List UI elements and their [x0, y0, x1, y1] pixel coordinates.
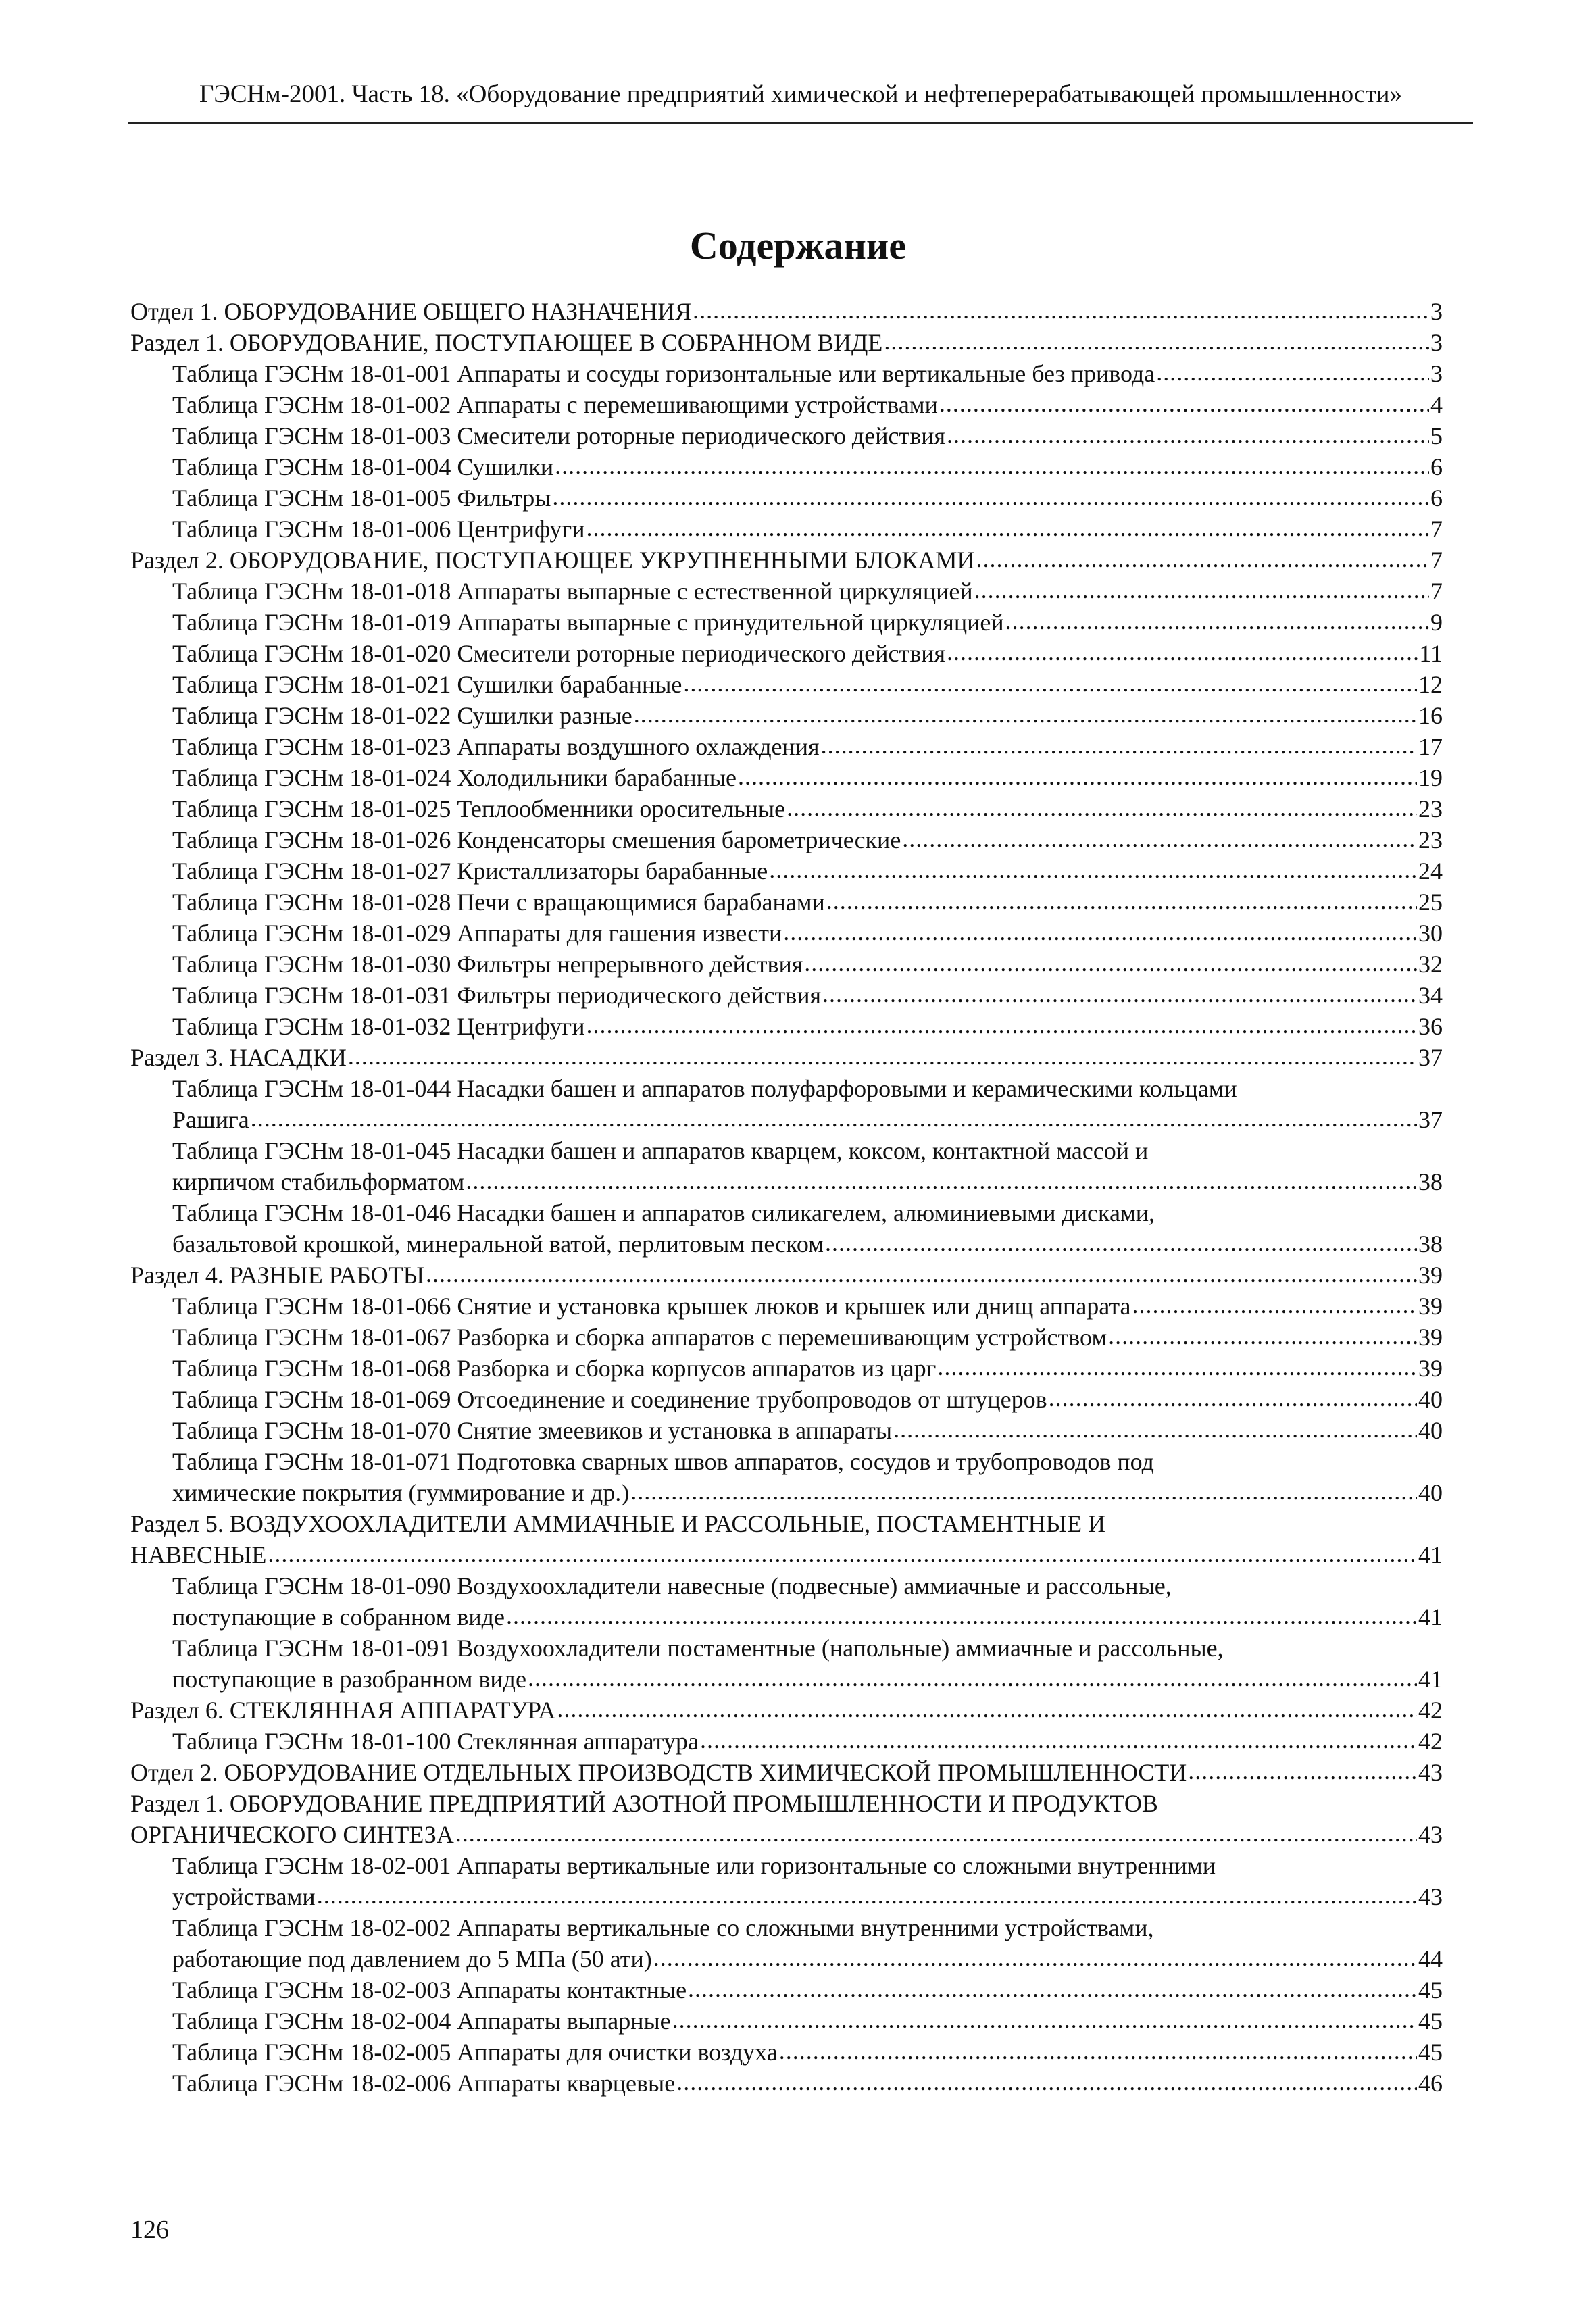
toc-page-number: 41 — [1418, 1666, 1443, 1693]
toc-entry-text: Раздел 3. НАСАДКИ — [130, 1044, 347, 1071]
toc-table-entry[interactable] — [130, 1353, 1443, 1384]
toc-page-number: 37 — [1418, 1044, 1443, 1071]
toc-section-entry[interactable] — [130, 296, 1443, 327]
toc-table-entry[interactable] — [130, 1570, 1443, 1633]
toc-page-number: 16 — [1418, 702, 1443, 729]
dot-leader — [555, 450, 1429, 481]
toc-page-number: 39 — [1418, 1324, 1443, 1351]
toc-entry-text: поступающие в разобранном виде — [172, 1666, 526, 1693]
toc-page-number: 40 — [1418, 1479, 1443, 1506]
toc-table-entry[interactable] — [130, 1446, 1443, 1508]
toc-entry-text: Таблица ГЭСНм 18-01-022 Сушилки разные — [172, 702, 632, 729]
toc-section-entry[interactable] — [130, 1788, 1443, 1850]
dot-leader — [821, 730, 1417, 761]
toc-table-entry[interactable] — [130, 358, 1443, 389]
dot-leader — [825, 1227, 1417, 1258]
toc-entry-text: химические покрытия (гуммирование и др.) — [172, 1479, 630, 1506]
toc-page-number: 44 — [1418, 1945, 1443, 1972]
dot-leader — [1132, 1289, 1417, 1320]
toc-page-number: 43 — [1418, 1883, 1443, 1910]
running-header: ГЭСНм-2001. Часть 18. «Оборудование предприятий химической и нефтеперерабатывающей промышленности» — [199, 80, 1402, 108]
toc-table-entry[interactable] — [130, 451, 1443, 482]
toc-entry-text: Таблица ГЭСНм 18-02-001 Аппараты вертикальные или горизонтальные со сложными внутренними — [172, 1852, 1216, 1879]
toc-table-entry[interactable] — [130, 1633, 1443, 1695]
toc-section-entry[interactable] — [130, 1695, 1443, 1726]
toc-table-entry[interactable] — [130, 638, 1443, 669]
toc-section-entry[interactable] — [130, 1042, 1443, 1073]
toc-entry-text: Таблица ГЭСНм 18-01-001 Аппараты и сосуды горизонтальные или вертикальные без привода — [172, 360, 1155, 387]
toc-page-number: 23 — [1418, 795, 1443, 822]
toc-entry-text: Таблица ГЭСНм 18-01-067 Разборка и сборка аппаратов с перемешивающим устройством — [172, 1324, 1107, 1351]
toc-page-number: 40 — [1418, 1386, 1443, 1413]
toc-entry-text: Таблица ГЭСНм 18-02-005 Аппараты для очистки воздуха — [172, 2039, 778, 2066]
toc-section-entry[interactable] — [130, 545, 1443, 576]
toc-table-entry[interactable] — [130, 389, 1443, 420]
toc-page-number: 39 — [1418, 1355, 1443, 1382]
toc-table-entry[interactable] — [130, 949, 1443, 980]
dot-leader — [939, 388, 1429, 419]
toc-table-entry[interactable] — [130, 1912, 1443, 1974]
dot-leader — [738, 761, 1417, 792]
toc-entry-text: ОРГАНИЧЕСКОГО СИНТЕЗА — [130, 1821, 454, 1848]
dot-leader — [653, 1942, 1417, 1973]
toc-page-number: 34 — [1418, 982, 1443, 1009]
dot-leader — [317, 1880, 1417, 1911]
toc-page-number: 3 — [1430, 329, 1443, 356]
dot-leader — [902, 823, 1417, 854]
dot-leader — [779, 2035, 1417, 2066]
toc-entry-text: Таблица ГЭСНм 18-01-069 Отсоединение и соединение трубопроводов от штуцеров — [172, 1386, 1047, 1413]
toc-entry-text: Таблица ГЭСНм 18-01-068 Разборка и сборка корпусов аппаратов из царг — [172, 1355, 937, 1382]
toc-entry-text: Рашига — [172, 1106, 249, 1133]
toc-section-entry[interactable] — [130, 1508, 1443, 1570]
toc-entry-text: Таблица ГЭСНм 18-01-091 Воздухоохладители постаментные (напольные) аммиачные и рассольные, — [172, 1635, 1224, 1662]
dot-leader — [1108, 1320, 1417, 1351]
toc-entry-text: Таблица ГЭСНм 18-01-029 Аппараты для гашения извести — [172, 920, 782, 947]
dot-leader — [688, 1973, 1417, 2004]
toc-table-entry[interactable] — [130, 1291, 1443, 1322]
toc-table-entry[interactable] — [130, 1135, 1443, 1197]
toc-entry-text: Таблица ГЭСНм 18-01-025 Теплообменники оросительные — [172, 795, 786, 822]
toc-page-number: 38 — [1418, 1168, 1443, 1195]
toc-page-number: 39 — [1418, 1262, 1443, 1289]
toc-table-entry[interactable] — [130, 1726, 1443, 1757]
dot-leader — [251, 1103, 1417, 1134]
toc-page-number: 45 — [1418, 2008, 1443, 2035]
dot-leader — [947, 637, 1418, 668]
toc-entry-text: Таблица ГЭСНм 18-01-028 Печи с вращающимися барабанами — [172, 889, 825, 916]
toc-table-entry[interactable] — [130, 607, 1443, 638]
dot-leader — [1005, 605, 1429, 637]
toc-entry-text: Таблица ГЭСНм 18-01-020 Смесители роторные периодического действия — [172, 640, 946, 667]
dot-leader — [1049, 1383, 1417, 1414]
toc-page-number: 40 — [1418, 1417, 1443, 1444]
toc-table-entry[interactable] — [130, 855, 1443, 887]
dot-leader — [937, 1351, 1417, 1383]
toc-page-number: 3 — [1430, 298, 1443, 325]
toc-entry-text: Таблица ГЭСНм 18-01-031 Фильтры периодического действия — [172, 982, 822, 1009]
toc-page-number: 23 — [1418, 826, 1443, 853]
toc-entry-text: Таблица ГЭСНм 18-01-066 Снятие и установка крышек люков и крышек или днищ аппарата — [172, 1293, 1131, 1320]
dot-leader — [557, 1693, 1417, 1724]
toc-entry-text: Раздел 1. ОБОРУДОВАНИЕ ПРЕДПРИЯТИЙ АЗОТНОЙ ПРОМЫШЛЕННОСТИ И ПРОДУКТОВ — [130, 1790, 1158, 1817]
toc-table-entry[interactable] — [130, 2006, 1443, 2037]
dot-leader — [893, 1414, 1417, 1445]
dot-leader — [787, 792, 1417, 823]
dot-leader — [947, 419, 1429, 450]
toc-entry-text: Отдел 2. ОБОРУДОВАНИЕ ОТДЕЛЬНЫХ ПРОИЗВОДСТВ ХИМИЧЕСКОЙ ПРОМЫШЛЕННОСТИ — [130, 1759, 1187, 1786]
toc-table-entry[interactable] — [130, 1322, 1443, 1353]
dot-leader — [976, 543, 1429, 574]
toc-page-number: 39 — [1418, 1293, 1443, 1320]
dot-leader — [693, 295, 1429, 326]
toc-table-entry[interactable] — [130, 793, 1443, 824]
toc-page-number: 45 — [1418, 2039, 1443, 2066]
toc-entry-text: Таблица ГЭСНм 18-01-045 Насадки башен и аппаратов кварцем, коксом, контактной массой и — [172, 1137, 1149, 1164]
toc-entry-text: Таблица ГЭСНм 18-01-002 Аппараты с перемешивающими устройствами — [172, 391, 938, 418]
toc-table-entry[interactable] — [130, 824, 1443, 855]
toc-page-number: 11 — [1419, 640, 1443, 667]
toc-table-entry[interactable] — [130, 1197, 1443, 1260]
toc-entry-text: Таблица ГЭСНм 18-01-070 Снятие змеевиков и установка в аппараты — [172, 1417, 893, 1444]
toc-page-number: 36 — [1418, 1013, 1443, 1040]
toc-entry-text: Таблица ГЭСНм 18-01-005 Фильтры — [172, 484, 551, 512]
toc-entry-text: кирпичом стабильформатом — [172, 1168, 465, 1195]
toc-table-entry[interactable] — [130, 1415, 1443, 1446]
dot-leader — [672, 2004, 1417, 2035]
toc-entry-text: Таблица ГЭСНм 18-01-046 Насадки башен и аппаратов силикагелем, алюминиевыми дисками, — [172, 1199, 1155, 1226]
dot-leader — [634, 699, 1417, 730]
toc-entry-text: Таблица ГЭСНм 18-01-071 Подготовка сварных швов аппаратов, сосудов и трубопроводов под — [172, 1448, 1154, 1475]
toc-page-number: 45 — [1418, 1976, 1443, 2003]
toc-table-entry[interactable] — [130, 980, 1443, 1011]
toc-page-number: 7 — [1430, 578, 1443, 605]
toc-entry-text: Таблица ГЭСНм 18-02-004 Аппараты выпарные — [172, 2008, 671, 2035]
toc-entry-text: Таблица ГЭСНм 18-01-003 Смесители роторные периодического действия — [172, 422, 946, 449]
toc-page-number: 19 — [1418, 764, 1443, 791]
page-number: 126 — [130, 2216, 169, 2244]
toc-page-number: 42 — [1418, 1728, 1443, 1755]
toc-entry-text: Таблица ГЭСНм 18-01-044 Насадки башен и аппаратов полуфарфоровыми и керамическими кольцами — [172, 1075, 1237, 1102]
toc-entry-text: Таблица ГЭСНм 18-01-006 Центрифуги — [172, 516, 585, 543]
toc-entry-text: Отдел 1. ОБОРУДОВАНИЕ ОБЩЕГО НАЗНАЧЕНИЯ — [130, 298, 692, 325]
toc-entry-text: Таблица ГЭСНм 18-01-100 Стеклянная аппаратура — [172, 1728, 699, 1755]
toc-entry-text: Таблица ГЭСНм 18-02-003 Аппараты контактные — [172, 1976, 687, 2003]
toc-page-number: 5 — [1430, 422, 1443, 449]
toc-table-entry[interactable] — [130, 576, 1443, 607]
toc-entry-text: Раздел 6. СТЕКЛЯННАЯ АППАРАТУРА — [130, 1697, 556, 1724]
toc-page-number: 6 — [1430, 453, 1443, 480]
toc-page-number: 25 — [1418, 889, 1443, 916]
toc-entry-text: Раздел 4. РАЗНЫЕ РАБОТЫ — [130, 1262, 424, 1289]
dot-leader — [426, 1258, 1417, 1289]
toc-page-number: 7 — [1430, 516, 1443, 543]
dot-leader — [455, 1818, 1417, 1849]
toc-entry-text: Таблица ГЭСНм 18-01-032 Центрифуги — [172, 1013, 585, 1040]
dot-leader — [804, 947, 1417, 978]
toc-entry-text: НАВЕСНЫЕ — [130, 1541, 267, 1568]
table-of-contents — [130, 296, 1443, 2099]
toc-table-entry[interactable] — [130, 762, 1443, 793]
toc-table-entry[interactable] — [130, 1384, 1443, 1415]
dot-leader — [528, 1662, 1417, 1693]
toc-table-entry[interactable] — [130, 700, 1443, 731]
toc-table-entry[interactable] — [130, 669, 1443, 700]
toc-table-entry[interactable] — [130, 1850, 1443, 1912]
toc-table-entry[interactable] — [130, 1011, 1443, 1042]
toc-entry-text: поступающие в собранном виде — [172, 1603, 505, 1631]
dot-leader — [586, 512, 1429, 543]
toc-section-entry[interactable] — [130, 1757, 1443, 1788]
toc-page-number: 41 — [1418, 1603, 1443, 1631]
dot-leader — [268, 1538, 1417, 1569]
toc-page-number: 9 — [1430, 609, 1443, 636]
toc-page-number: 37 — [1418, 1106, 1443, 1133]
toc-entry-text: базальтовой крошкой, минеральной ватой, перлитовым песком — [172, 1230, 824, 1258]
dot-leader — [700, 1724, 1417, 1756]
toc-page-number: 41 — [1418, 1541, 1443, 1568]
toc-entry-text: Раздел 2. ОБОРУДОВАНИЕ, ПОСТУПАЮЩЕЕ УКРУПНЕННЫМИ БЛОКАМИ — [130, 547, 975, 574]
toc-page-number: 6 — [1430, 484, 1443, 512]
toc-table-entry[interactable] — [130, 2037, 1443, 2068]
toc-page-number: 46 — [1418, 2070, 1443, 2097]
toc-table-entry[interactable] — [130, 482, 1443, 514]
dot-leader — [586, 1010, 1417, 1041]
toc-entry-text: Таблица ГЭСНм 18-01-019 Аппараты выпарные с принудительной циркуляцией — [172, 609, 1004, 636]
dot-leader — [826, 885, 1417, 916]
toc-page-number: 30 — [1418, 920, 1443, 947]
dot-leader — [974, 574, 1429, 605]
toc-entry-text: Таблица ГЭСНм 18-01-024 Холодильники барабанные — [172, 764, 737, 791]
toc-entry-text: Таблица ГЭСНм 18-01-090 Воздухоохладители навесные (подвесные) аммиачные и рассольные, — [172, 1572, 1172, 1599]
dot-leader — [822, 978, 1417, 1010]
dot-leader — [783, 916, 1417, 947]
toc-section-entry[interactable] — [130, 1260, 1443, 1291]
toc-section-entry[interactable] — [130, 327, 1443, 358]
toc-entry-text: Таблица ГЭСНм 18-01-023 Аппараты воздушного охлаждения — [172, 733, 820, 760]
toc-page-number: 7 — [1430, 547, 1443, 574]
dot-leader — [683, 668, 1417, 699]
toc-page-number: 43 — [1418, 1821, 1443, 1848]
toc-entry-text: устройствами — [172, 1883, 316, 1910]
toc-page-number: 4 — [1430, 391, 1443, 418]
toc-table-entry[interactable] — [130, 514, 1443, 545]
toc-entry-text: Таблица ГЭСНм 18-01-030 Фильтры непрерывного действия — [172, 951, 803, 978]
toc-entry-text: Раздел 1. ОБОРУДОВАНИЕ, ПОСТУПАЮЩЕЕ В СОБРАННОМ ВИДЕ — [130, 329, 883, 356]
header-rule — [128, 122, 1473, 124]
toc-page-number: 17 — [1418, 733, 1443, 760]
toc-page-number: 12 — [1418, 671, 1443, 698]
dot-leader — [506, 1600, 1417, 1631]
toc-entry-text: Таблица ГЭСНм 18-01-021 Сушилки барабанные — [172, 671, 682, 698]
toc-entry-text: Таблица ГЭСНм 18-01-004 Сушилки — [172, 453, 554, 480]
toc-table-entry[interactable] — [130, 1974, 1443, 2006]
dot-leader — [1156, 357, 1429, 388]
page-title: Содержание — [689, 224, 907, 268]
toc-table-entry[interactable] — [130, 420, 1443, 451]
toc-table-entry[interactable] — [130, 887, 1443, 918]
dot-leader — [884, 326, 1429, 357]
toc-page-number: 32 — [1418, 951, 1443, 978]
toc-page-number: 43 — [1418, 1759, 1443, 1786]
toc-page-number: 42 — [1418, 1697, 1443, 1724]
toc-table-entry[interactable] — [130, 918, 1443, 949]
dot-leader — [466, 1165, 1417, 1196]
toc-entry-text: работающие под давлением до 5 МПа (50 ати) — [172, 1945, 652, 1972]
toc-entry-text: Таблица ГЭСНм 18-01-018 Аппараты выпарные с естественной циркуляцией — [172, 578, 973, 605]
toc-entry-text: Раздел 5. ВОЗДУХООХЛАДИТЕЛИ АММИАЧНЫЕ И РАССОЛЬНЫЕ, ПОСТАМЕНТНЫЕ И — [130, 1510, 1106, 1537]
toc-page-number: 3 — [1430, 360, 1443, 387]
toc-table-entry[interactable] — [130, 731, 1443, 762]
dot-leader — [769, 854, 1417, 885]
toc-entry-text: Таблица ГЭСНм 18-02-006 Аппараты кварцевые — [172, 2070, 676, 2097]
dot-leader — [348, 1041, 1417, 1072]
toc-table-entry[interactable] — [130, 2068, 1443, 2099]
toc-entry-text: Таблица ГЭСНм 18-01-027 Кристаллизаторы барабанные — [172, 857, 768, 885]
toc-table-entry[interactable] — [130, 1073, 1443, 1135]
toc-entry-text: Таблица ГЭСНм 18-01-026 Конденсаторы смешения барометрические — [172, 826, 901, 853]
dot-leader — [630, 1476, 1417, 1507]
dot-leader — [552, 481, 1429, 512]
dot-leader — [1188, 1756, 1417, 1787]
toc-page-number: 38 — [1418, 1230, 1443, 1258]
toc-entry-text: Таблица ГЭСНм 18-02-002 Аппараты вертикальные со сложными внутренними устройствами, — [172, 1914, 1154, 1941]
toc-page-number: 24 — [1418, 857, 1443, 885]
dot-leader — [676, 2066, 1417, 2097]
